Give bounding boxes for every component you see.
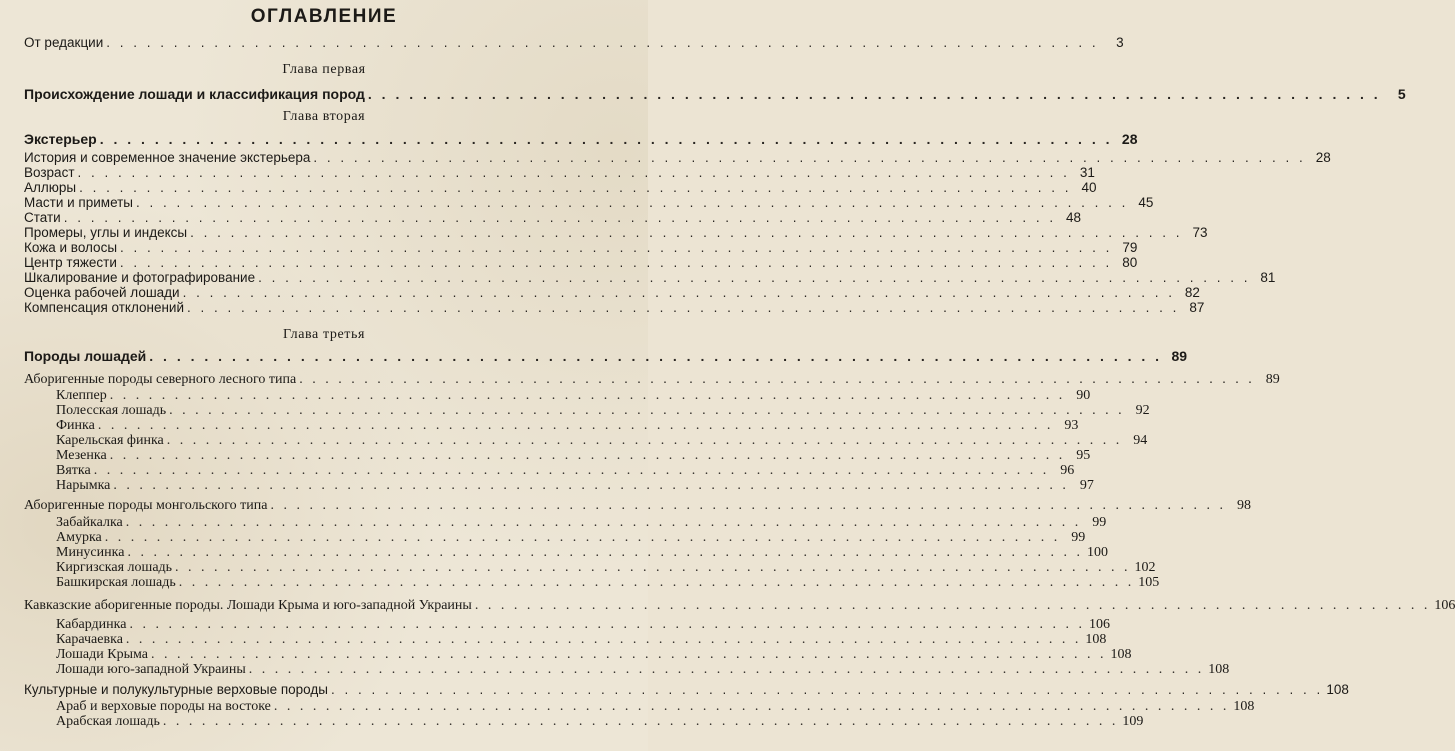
- toc-entry[interactable]: [56, 530, 1086, 546]
- toc-entry[interactable]: [56, 560, 1156, 576]
- toc-entry[interactable]: [24, 86, 1406, 102]
- toc-entry[interactable]: [56, 699, 1255, 715]
- leader-dots: . . . . . . . . . . . . . . . . . . . . . . . . . . . . . . . . . . . . . . . . . . . . . . . . . . . . . . . . . . . . . . . . . . . . . . . . . .: [119, 255, 1113, 270]
- toc-entry[interactable]: [24, 682, 1349, 698]
- chapter-heading-2: Глава вторая: [282, 109, 366, 124]
- toc-entry[interactable]: [24, 225, 1208, 241]
- toc-entry-page: 98: [1236, 498, 1251, 513]
- toc-entry[interactable]: [56, 515, 1107, 531]
- leader-dots: . . . . . . . . . . . . . . . . . . . . . . . . . . . . . . . . . . . . . . . . . . . . . . . . . . . . . . . . . . . . . . . . . . . . . . . . . .: [178, 575, 1135, 590]
- toc-entry[interactable]: [56, 662, 1230, 678]
- leader-dots: . . . . . . . . . . . . . . . . . . . . . . . . . . . . . . . . . . . . . . . . . . . . . . . . . . . . . . . . . . . . . . . . . . . . . . . . . .: [125, 632, 1082, 647]
- toc-entry-page: 82: [1184, 285, 1200, 300]
- toc-entry-page: 90: [1076, 388, 1091, 403]
- toc-entry-page: 92: [1135, 403, 1150, 418]
- toc-entry-title: Промеры, углы и индексы: [24, 225, 188, 240]
- leader-dots: . . . . . . . . . . . . . . . . . . . . . . . . . . . . . . . . . . . . . . . . . . . . . . . . . . . . . . . . . . . . . . . . . . . . . . . . . .: [270, 498, 1226, 513]
- leader-dots: . . . . . . . . . . . . . . . . . . . . . . . . . . . . . . . . . . . . . . . . . . . . . . . . . . . . . . . . . . . . . . . . . . . . . . . . . .: [97, 418, 1054, 433]
- toc-entry-title: Полесская лошадь: [56, 403, 167, 418]
- toc-entry[interactable]: [56, 478, 1094, 494]
- toc-entry-page: 108: [1208, 662, 1230, 677]
- toc-entry[interactable]: [24, 348, 1188, 364]
- toc-entry-page: 105: [1138, 575, 1160, 590]
- toc-entry[interactable]: [24, 270, 1276, 286]
- leader-dots: . . . . . . . . . . . . . . . . . . . . . . . . . . . . . . . . . . . . . . . . . . . . . . . . . . . . . . . . . . . . . . . . . . . . . . . . . .: [182, 285, 1175, 300]
- toc-entry-page: 108: [1110, 647, 1132, 662]
- leader-dots: . . . . . . . . . . . . . . . . . . . . . . . . . . . . . . . . . . . . . . . . . . . . . . . . . . . . . . . . . . . . . . . . . . . . . . . . . .: [125, 515, 1082, 530]
- toc-entry[interactable]: [56, 714, 1144, 730]
- toc-entry[interactable]: [24, 195, 1154, 211]
- toc-entry-title: От редакции: [24, 35, 104, 50]
- toc-entry-title: Центр тяжести: [24, 255, 117, 270]
- toc-entry[interactable]: [24, 165, 1095, 181]
- leader-dots: . . . . . . . . . . . . . . . . . . . . . . . . . . . . . . . . . . . . . . . . . . . . . . . . . . . . . . . . . . . . . . . . . . . . . . . . . .: [150, 647, 1107, 662]
- toc-entry[interactable]: [24, 300, 1205, 316]
- toc-entry-page: 40: [1081, 180, 1097, 195]
- toc-entry-title: Кабардинка: [56, 617, 127, 632]
- toc-entry-page: 97: [1079, 478, 1094, 493]
- leader-dots: . . . . . . . . . . . . . . . . . . . . . . . . . . . . . . . . . . . . . . . . . . . . . . . . . . . . . . . . . . . . . . . . . . . . . . . . . .: [299, 372, 1255, 387]
- toc-entry-page: 109: [1122, 714, 1144, 729]
- leader-dots: . . . . . . . . . . . . . . . . . . . . . . . . . . . . . . . . . . . . . . . . . . . . . . . . . . . . . . . . . . . . . . . . . . . . . . . . . .: [109, 448, 1066, 463]
- toc-entry-title: Карельская финка: [56, 433, 164, 448]
- toc-entry-title: Аборигенные породы монгольского типа: [24, 498, 268, 513]
- toc-entry-title: Экстерьер: [24, 131, 97, 147]
- toc-entry-title: Арабская лошадь: [56, 714, 160, 729]
- leader-dots: . . . . . . . . . . . . . . . . . . . . . . . . . . . . . . . . . . . . . . . . . . . . . . . . . . . . . . . . . . . . . . . . . . . . . . . . . .: [109, 388, 1066, 403]
- toc-entry-title: Стати: [24, 210, 61, 225]
- leader-dots: . . . . . . . . . . . . . . . . . . . . . . . . . . . . . . . . . . . . . . . . . . . . . . . . . . . . . . . . . . . . . . . . . . . . . . . . . .: [330, 682, 1324, 697]
- toc-entry-title: Башкирская лошадь: [56, 575, 176, 590]
- toc-entry-page: 106: [1088, 617, 1110, 632]
- leader-dots: . . . . . . . . . . . . . . . . . . . . . . . . . . . . . . . . . . . . . . . . . . . . . . . . . . . . . . . . . . . . . . . . . . . . . . . . . .: [166, 433, 1123, 448]
- toc-entry-page: 106: [1434, 598, 1455, 613]
- toc-entry[interactable]: [24, 240, 1138, 256]
- toc-entry-page: 96: [1060, 463, 1075, 478]
- toc-entry[interactable]: [24, 131, 1138, 147]
- toc-entry-title: Араб и верховые породы на востоке: [56, 699, 271, 714]
- toc-entry-title: Клеппер: [56, 388, 107, 403]
- toc-entry-page: 99: [1071, 530, 1086, 545]
- toc-entry-page: 3: [1116, 35, 1124, 50]
- leader-dots: . . . . . . . . . . . . . . . . . . . . . . . . . . . . . . . . . . . . . . . . . . . . . . . . . . . . . . . . . . . . . . . . . . . . . . . . . .: [136, 195, 1129, 210]
- toc-entry-title: Породы лошадей: [24, 348, 147, 364]
- toc-entry-title: Оценка рабочей лошади: [24, 285, 180, 300]
- toc-entry-title: История и современное значение экстерьера: [24, 150, 311, 165]
- toc-entry[interactable]: [56, 575, 1160, 591]
- toc-entry-page: 45: [1138, 195, 1154, 210]
- leader-dots: . . . . . . . . . . . . . . . . . . . . . . . . . . . . . . . . . . . . . . . . . . . . . . . . . . . . . . . . . . . . . . . . . . . . . . . . . .: [104, 530, 1061, 545]
- toc-entry-page: 100: [1086, 545, 1108, 560]
- leader-dots: . . . . . . . . . . . . . . . . . . . . . . . . . . . . . . . . . . . . . . . . . . . . . . . . . . . . . . . . . . . . . . . . . . . . . . . . . .: [120, 240, 1113, 255]
- toc-entry[interactable]: [56, 418, 1079, 434]
- leader-dots: . . . . . . . . . . . . . . . . . . . . . . . . . . . . . . . . . . . . . . . . . . . . . . . . . . . . . . . . . . . . . . . . . . . . . . . . . .: [313, 150, 1306, 165]
- toc-entry-title: Финка: [56, 418, 95, 433]
- toc-entry[interactable]: [24, 255, 1138, 271]
- chapter-heading-1: Глава первая: [282, 62, 366, 77]
- toc-entry[interactable]: [56, 433, 1148, 449]
- toc-entry-page: 31: [1079, 165, 1095, 180]
- toc-entry-title: Происхождение лошади и классификация пород: [24, 86, 365, 102]
- toc-entry[interactable]: [24, 598, 1455, 614]
- leader-dots: . . . . . . . . . . . . . . . . . . . . . . . . . . . . . . . . . . . . . . . . . . . . . . . . . . . . . . . . . . . . . . . . . . . . . . . . . .: [113, 478, 1069, 493]
- toc-entry[interactable]: [24, 210, 1082, 226]
- toc-entry[interactable]: [24, 372, 1280, 388]
- leader-dots: . . . . . . . . . . . . . . . . . . . . . . . . . . . . . . . . . . . . . . . . . . . . . . . . . . . . . . . . . . . . . . . . . . . . . . . . . .: [93, 463, 1050, 478]
- leader-dots: . . . . . . . . . . . . . . . . . . . . . . . . . . . . . . . . . . . . . . . . . . . . . . . . . . . . . . . . . . . . . . . . . . . . . . . . . .: [63, 210, 1057, 225]
- toc-entry[interactable]: [56, 545, 1108, 561]
- leader-dots: . . . . . . . . . . . . . . . . . . . . . . . . . . . . . . . . . . . . . . . . . . . . . . . . . . . . . . . . . . . . . . . . . . . . . . . . . .: [127, 545, 1083, 560]
- toc-entry-title: Лошади Крыма: [56, 647, 148, 662]
- toc-entry-page: 99: [1092, 515, 1107, 530]
- leader-dots: . . . . . . . . . . . . . . . . . . . . . . . . . . . . . . . . . . . . . . . . . . . . . . . . . . . . . . . . . . . . . . . . . . . . . . . . . .: [169, 403, 1125, 418]
- toc-entry[interactable]: [56, 448, 1091, 464]
- toc-entry-page: 93: [1064, 418, 1079, 433]
- leader-dots: . . . . . . . . . . . . . . . . . . . . . . . . . . . . . . . . . . . . . . . . . . . . . . . . . . . . . . . . . . . . . . . . . . . . . . . . . .: [190, 225, 1183, 240]
- toc-entry-title: Нарымка: [56, 478, 111, 493]
- chapter-heading-3: Глава третья: [282, 327, 366, 342]
- toc-entry[interactable]: [24, 498, 1251, 514]
- toc-entry-page: 79: [1122, 240, 1138, 255]
- toc-entry[interactable]: [24, 35, 1124, 51]
- toc-entry-title: Возраст: [24, 165, 75, 180]
- toc-entry-page: 28: [1315, 150, 1331, 165]
- toc-entry-title: Компенсация отклонений: [24, 300, 185, 315]
- toc-entry-title: Аборигенные породы северного лесного типа: [24, 372, 297, 387]
- toc-entry-title: Киргизская лошадь: [56, 560, 173, 575]
- leader-dots: . . . . . . . . . . . . . . . . . . . . . . . . . . . . . . . . . . . . . . . . . . . . . . . . . . . . . . . . . . . . . . . . . . . . . . . . . .: [258, 270, 1251, 285]
- toc-entry-title: Карачаевка: [56, 632, 123, 647]
- leader-dots: . . . . . . . . . . . . . . . . . . . . . . . . . . . . . . . . . . . . . . . . . . . . . . . . . . . . . . . . . . . . . . . . . . . . . . . . . .: [175, 560, 1131, 575]
- toc-entry-page: 108: [1233, 699, 1255, 714]
- toc-entry[interactable]: [56, 632, 1107, 648]
- toc-entry-title: Мезенка: [56, 448, 107, 463]
- toc-entry-page: 48: [1066, 210, 1082, 225]
- toc-entry-page: 108: [1085, 632, 1107, 647]
- toc-entry[interactable]: [56, 647, 1132, 663]
- toc-entry-page: 94: [1133, 433, 1148, 448]
- toc-entry-title: Аллюры: [24, 180, 77, 195]
- toc-entry[interactable]: [56, 617, 1110, 633]
- toc-entry-page: 81: [1260, 270, 1276, 285]
- toc-entry-title: Культурные и полукультурные верховые породы: [24, 682, 328, 697]
- leader-dots: . . . . . . . . . . . . . . . . . . . . . . . . . . . . . . . . . . . . . . . . . . . . . . . . . . . . . . . . . . . . . . . . . . . . . . . . . .: [79, 180, 1072, 195]
- toc-entry-page: 80: [1122, 255, 1138, 270]
- leader-dots: . . . . . . . . . . . . . . . . . . . . . . . . . . . . . . . . . . . . . . . . . . . . . . . . . . . . . . . . . . . . . . . . . . . . . . . . . .: [149, 348, 1163, 364]
- leader-dots: . . . . . . . . . . . . . . . . . . . . . . . . . . . . . . . . . . . . . . . . . . . . . . . . . . . . . . . . . . . . . . . . . . . . . . . . . .: [77, 165, 1070, 180]
- toc-entry-page: 28: [1121, 131, 1138, 147]
- leader-dots: . . . . . . . . . . . . . . . . . . . . . . . . . . . . . . . . . . . . . . . . . . . . . . . . . . . . . . . . . . . . . . . . . . . . . . . . . .: [106, 35, 1099, 50]
- toc-entry-title: Лошади юго-западной Украины: [56, 662, 246, 677]
- toc-entry-page: 87: [1189, 300, 1205, 315]
- toc-entry-title: Забайкалка: [56, 515, 123, 530]
- leader-dots: . . . . . . . . . . . . . . . . . . . . . . . . . . . . . . . . . . . . . . . . . . . . . . . . . . . . . . . . . . . . . . . . . . . . . . . . . .: [248, 662, 1205, 677]
- leader-dots: . . . . . . . . . . . . . . . . . . . . . . . . . . . . . . . . . . . . . . . . . . . . . . . . . . . . . . . . . . . . . . . . . . . . . . . . . .: [99, 131, 1113, 147]
- page-title: ОГЛАВЛЕНИЕ: [250, 6, 398, 27]
- toc-entry-title: Шкалирование и фотографирование: [24, 270, 256, 285]
- toc-entry[interactable]: [24, 180, 1097, 196]
- toc-entry-title: Кожа и волосы: [24, 240, 118, 255]
- toc-entry-title: Кавказские аборигенные породы. Лошади Крыма и юго-западной Украины: [24, 598, 472, 613]
- leader-dots: . . . . . . . . . . . . . . . . . . . . . . . . . . . . . . . . . . . . . . . . . . . . . . . . . . . . . . . . . . . . . . . . . . . . . . . . . .: [187, 300, 1180, 315]
- leader-dots: . . . . . . . . . . . . . . . . . . . . . . . . . . . . . . . . . . . . . . . . . . . . . . . . . . . . . . . . . . . . . . . . . . . . . . . . . .: [129, 617, 1085, 632]
- toc-entry[interactable]: [56, 463, 1075, 479]
- leader-dots: . . . . . . . . . . . . . . . . . . . . . . . . . . . . . . . . . . . . . . . . . . . . . . . . . . . . . . . . . . . . . . . . . . . . . . . . . .: [162, 714, 1119, 729]
- leader-dots: . . . . . . . . . . . . . . . . . . . . . . . . . . . . . . . . . . . . . . . . . . . . . . . . . . . . . . . . . . . . . . . . . . . . . . . . . .: [273, 699, 1230, 714]
- toc-entry-page: 89: [1265, 372, 1280, 387]
- toc-entry-title: Вятка: [56, 463, 91, 478]
- toc-entry-page: 73: [1192, 225, 1208, 240]
- toc-entry-page: 108: [1326, 682, 1349, 697]
- toc-entry-title: Амурка: [56, 530, 102, 545]
- leader-dots: . . . . . . . . . . . . . . . . . . . . . . . . . . . . . . . . . . . . . . . . . . . . . . . . . . . . . . . . . . . . . . . . . . . . . . . . . .: [367, 86, 1381, 102]
- toc-entry[interactable]: [24, 150, 1331, 166]
- toc-entry[interactable]: [56, 388, 1091, 404]
- toc-entry-page: 102: [1134, 560, 1156, 575]
- toc-entry-title: Масти и приметы: [24, 195, 134, 210]
- leader-dots: . . . . . . . . . . . . . . . . . . . . . . . . . . . . . . . . . . . . . . . . . . . . . . . . . . . . . . . . . . . . . . . . . . . . . . . . . .: [474, 598, 1431, 613]
- toc-entry-page: 89: [1171, 348, 1188, 364]
- toc-entry-page: 95: [1076, 448, 1091, 463]
- toc-entry-title: Минусинка: [56, 545, 125, 560]
- toc-entry-page: 5: [1397, 86, 1406, 102]
- toc-entry[interactable]: [56, 403, 1150, 419]
- toc-entry[interactable]: [24, 285, 1200, 301]
